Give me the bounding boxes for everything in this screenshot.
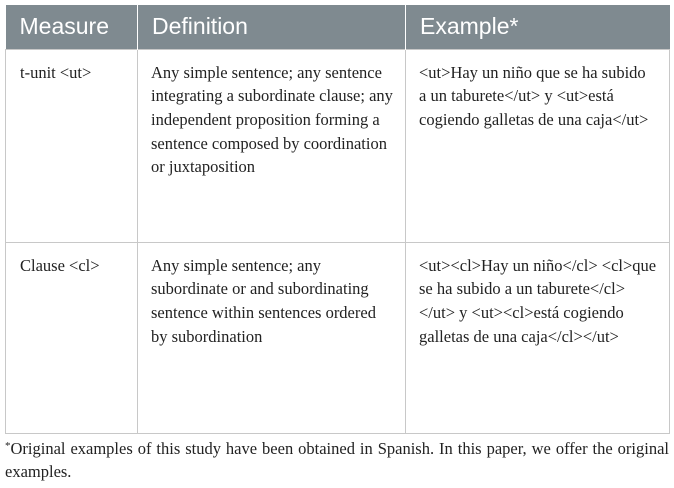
header-row [6,5,670,49]
header-example: Example* [406,5,670,49]
table-footnote [5,435,669,483]
footnote-marker: * [5,440,11,452]
table-row [6,242,670,433]
definition-cell: Any simple sentence; any subordinate or and subordinating sentence within sentences ordered by subordination [138,242,406,433]
header-measure: Measure [6,5,138,49]
example-cell: <ut><cl>Hay un niño</cl> <cl>que se ha subido a un taburete</cl></ut> y <ut><cl>está cogiendo galletas de una caja</cl></ut> [406,242,670,433]
footnote-text: Original examples of this study have been obtained in Spanish. In this paper, we offer the original examples. [5,439,669,481]
measure-cell: Clause <cl> [6,242,138,433]
table-row [6,49,670,242]
example-cell: <ut>Hay un niño que se ha subido a un taburete</ut> y <ut>está cogiendo galletas de una caja</ut> [406,49,670,242]
definition-cell: Any simple sentence; any sentence integrating a subordinate clause; any independent proposition forming a sentence composed by coordination or juxtaposition [138,49,406,242]
measures-table [5,5,670,434]
header-definition: Definition [138,5,406,49]
measure-cell: t-unit <ut> [6,49,138,242]
